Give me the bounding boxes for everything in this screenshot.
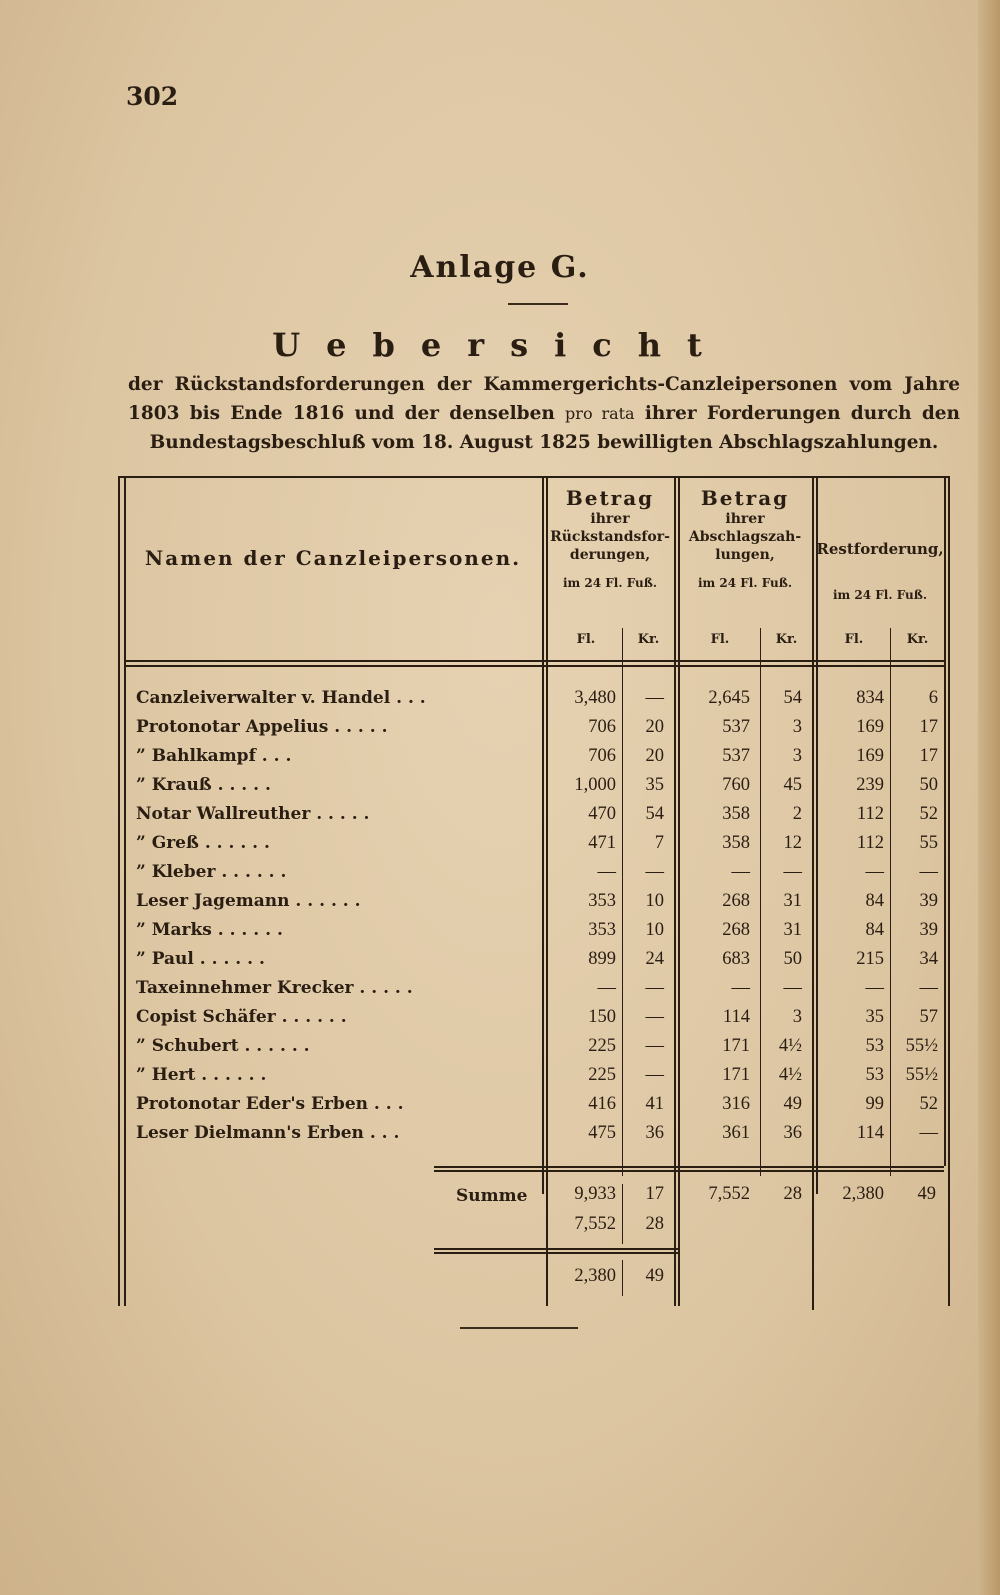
cell-b-kr: 54 [783,688,802,708]
header-col2 [678,486,812,590]
header-rule [124,660,944,662]
cell-b-kr: 36 [783,1123,802,1143]
cell-c-kr: 39 [919,891,938,911]
col2-title: Betrag [700,486,790,510]
table-row [118,945,950,974]
cell-c-kr: 52 [919,804,938,824]
col1-title: Betrag [565,486,655,510]
cell-b-fl: 683 [722,949,750,969]
cell-b-fl: 114 [722,1007,750,1027]
table-row [118,1032,950,1061]
cell-a-fl: 416 [588,1094,616,1114]
table-row [118,1003,950,1032]
col1-line1: ihrer [590,511,630,527]
cell-b-kr: — [783,978,802,998]
col1-fl: Fl. [576,632,596,647]
diff-kr-rule [622,1260,623,1296]
sum-a-kr: 17 [645,1184,664,1204]
cell-c-kr: 55½ [905,1065,938,1085]
cell-c-fl: 112 [856,804,884,824]
cell-b-kr: 31 [783,891,802,911]
person-name: ” Schubert . . . . . . [136,1036,310,1056]
person-name: ” Bahlkampf . . . [136,746,292,766]
cell-a-kr: 36 [645,1123,664,1143]
cell-c-kr: 39 [919,920,938,940]
sum-label: Summe [456,1186,528,1206]
heading-rule [508,303,568,305]
cell-a-fl: 706 [588,746,616,766]
table-row [118,1119,950,1148]
cell-a-kr: 10 [645,891,664,911]
cell-a-kr: — [645,1065,664,1085]
person-name: Protonotar Eder's Erben . . . [136,1094,404,1114]
cell-b-kr: 4½ [778,1065,802,1085]
person-name: ” Hert . . . . . . [136,1065,267,1085]
cell-a-kr: 20 [645,717,664,737]
cell-c-fl: — [865,862,884,882]
cell-a-kr: 24 [645,949,664,969]
cell-b-kr: 31 [783,920,802,940]
cell-b-fl: 358 [722,833,750,853]
table-row [118,916,950,945]
person-name: ” Kleber . . . . . . [136,862,287,882]
cell-c-kr: 50 [919,775,938,795]
cell-a-fl: 899 [588,949,616,969]
cell-a-fl: 1,000 [574,775,616,795]
cell-c-kr: 55½ [905,1036,938,1056]
cell-c-kr: 17 [919,717,938,737]
person-name: Protonotar Appelius . . . . . [136,717,388,737]
subtitle-pro-rata: pro rata [565,404,635,423]
cell-b-kr: 3 [792,717,802,737]
cell-a-fl: 353 [588,920,616,940]
table-row [118,742,950,771]
page-number: 302 [126,82,179,111]
col1-line2: Rückstandsfor- [550,529,670,545]
table-row [118,771,950,800]
person-name: ” Marks . . . . . . [136,920,283,940]
col2-line3: lungen, [715,547,775,563]
sum-b-kr: 28 [783,1184,802,1204]
person-name: ” Paul . . . . . . [136,949,265,969]
cell-c-kr: — [919,862,938,882]
subtitle-part2: ihrer Forderungen durch den Bundestagsbeschluß vom 18. August 1825 bewilligten Abschlagszahlungen. [149,403,960,453]
col1-currency: im 24 Fl. Fuß. [562,576,658,590]
sum-b-fl: 7,552 [708,1184,750,1204]
cell-b-kr: 12 [783,833,802,853]
person-name: Taxeinnehmer Krecker . . . . . [136,978,413,998]
col1-kr: Kr. [637,632,660,647]
cell-b-kr: 2 [792,804,802,824]
cell-a-fl: — [597,978,616,998]
cell-b-fl: 268 [722,920,750,940]
cell-c-fl: 84 [865,920,884,940]
cell-a-kr: 54 [645,804,664,824]
table-row [118,1090,950,1119]
header-rule-2 [124,665,944,667]
cell-b-kr: 50 [783,949,802,969]
table-row [118,1061,950,1090]
cell-b-fl: 268 [722,891,750,911]
table-row [118,858,950,887]
cell-c-fl: 834 [856,688,884,708]
cell-a-kr: — [645,978,664,998]
col3-fl: Fl. [844,632,864,647]
cell-c-fl: 99 [865,1094,884,1114]
cell-c-kr: 17 [919,746,938,766]
document-subtitle [128,370,960,457]
cell-a-kr: — [645,862,664,882]
cell-c-fl: 112 [856,833,884,853]
closing-rule [460,1327,578,1329]
cell-c-kr: 55 [919,833,938,853]
cell-b-fl: 171 [722,1036,750,1056]
person-name: ” Greß . . . . . . [136,833,270,853]
cell-a-fl: 353 [588,891,616,911]
cell-a-kr: — [645,688,664,708]
cell-b-kr: 3 [792,1007,802,1027]
col3-currency: im 24 Fl. Fuß. [832,588,928,602]
cell-c-fl: 84 [865,891,884,911]
cell-b-kr: — [783,862,802,882]
cell-b-kr: 3 [792,746,802,766]
sum-c-kr: 49 [917,1184,936,1204]
col3-title: Restforderung, [816,540,944,558]
cell-c-fl: 35 [865,1007,884,1027]
diff-rule [434,1248,678,1250]
cell-b-fl: — [731,862,750,882]
cell-c-fl: 169 [856,717,884,737]
cell-c-kr: — [919,978,938,998]
subtitle-part1: der Rückstandsforderungen der Kammergerichts-Canzleipersonen vom Jahre 1803 bis Ende 1816 und der denselben [128,374,960,424]
table [118,476,950,1306]
cell-c-fl: 53 [865,1065,884,1085]
cell-a-fl: 475 [588,1123,616,1143]
person-name: Copist Schäfer . . . . . . [136,1007,347,1027]
cell-c-fl: 215 [856,949,884,969]
col2-line1: ihrer [725,511,765,527]
cell-b-fl: 358 [722,804,750,824]
cell-a-kr: 10 [645,920,664,940]
table-row [118,713,950,742]
col2-fl: Fl. [710,632,730,647]
cell-b-fl: 316 [722,1094,750,1114]
cell-a-fl: 3,480 [574,688,616,708]
cell-b-kr: 49 [783,1094,802,1114]
header-col3 [816,540,944,602]
cell-a-fl: 225 [588,1036,616,1056]
document-title: Uebersicht [272,326,728,364]
table-row [118,684,950,713]
cell-c-fl: 169 [856,746,884,766]
cell-a-fl: 471 [588,833,616,853]
cell-a-kr: — [645,1036,664,1056]
cell-c-kr: 52 [919,1094,938,1114]
cell-a-fl: — [597,862,616,882]
diff-kr: 49 [645,1266,664,1286]
diff-rule-2 [434,1252,678,1254]
cell-c-fl: — [865,978,884,998]
sum-rule-2 [434,1170,944,1172]
cell-c-kr: 6 [928,688,938,708]
cell-b-fl: — [731,978,750,998]
cell-c-kr: 34 [919,949,938,969]
sum-kr-rule [622,1184,623,1244]
cell-a-kr: 7 [654,833,664,853]
diff-fl: 2,380 [574,1266,616,1286]
col3-kr: Kr. [906,632,929,647]
sum-rule [434,1166,944,1168]
table-top-rule [118,476,950,478]
col1-line3: derungen, [569,547,651,563]
cell-c-kr: — [919,1123,938,1143]
sum-a2-kr: 28 [645,1214,664,1234]
cell-c-fl: 53 [865,1036,884,1056]
cell-b-fl: 537 [722,746,750,766]
cell-b-fl: 361 [722,1123,750,1143]
appendix-heading: Anlage G. [410,250,590,285]
table-row [118,887,950,916]
sum-c-fl: 2,380 [842,1184,884,1204]
person-name: Notar Wallreuther . . . . . [136,804,370,824]
header-names [124,546,542,570]
person-name: Leser Dielmann's Erben . . . [136,1123,400,1143]
cell-b-fl: 760 [722,775,750,795]
cell-b-fl: 171 [722,1065,750,1085]
cell-a-kr: 20 [645,746,664,766]
header-col1 [546,486,674,590]
col2-currency: im 24 Fl. Fuß. [697,576,793,590]
col-rule-c-sum [812,1170,814,1310]
cell-a-fl: 470 [588,804,616,824]
person-name: ” Krauß . . . . . [136,775,271,795]
table-row [118,974,950,1003]
cell-a-kr: 41 [645,1094,664,1114]
sum-a2-fl: 7,552 [574,1214,616,1234]
cell-a-kr: — [645,1007,664,1027]
table-row [118,829,950,858]
cell-c-fl: 114 [856,1123,884,1143]
cell-b-kr: 4½ [778,1036,802,1056]
cell-b-kr: 45 [783,775,802,795]
table-row [118,800,950,829]
person-name: Canzleiverwalter v. Handel . . . [136,688,426,708]
cell-a-fl: 150 [588,1007,616,1027]
sum-a-fl: 9,933 [574,1184,616,1204]
cell-b-fl: 537 [722,717,750,737]
person-name: Leser Jagemann . . . . . . [136,891,361,911]
cell-c-fl: 239 [856,775,884,795]
page-edge [978,0,1000,1595]
cell-b-fl: 2,645 [708,688,750,708]
col2-kr: Kr. [775,632,798,647]
cell-a-fl: 706 [588,717,616,737]
col2-line2: Abschlagszah- [688,529,802,545]
cell-a-fl: 225 [588,1065,616,1085]
cell-c-kr: 57 [919,1007,938,1027]
cell-a-kr: 35 [645,775,664,795]
header-names-label: Namen der Canzleipersonen. [144,546,522,570]
